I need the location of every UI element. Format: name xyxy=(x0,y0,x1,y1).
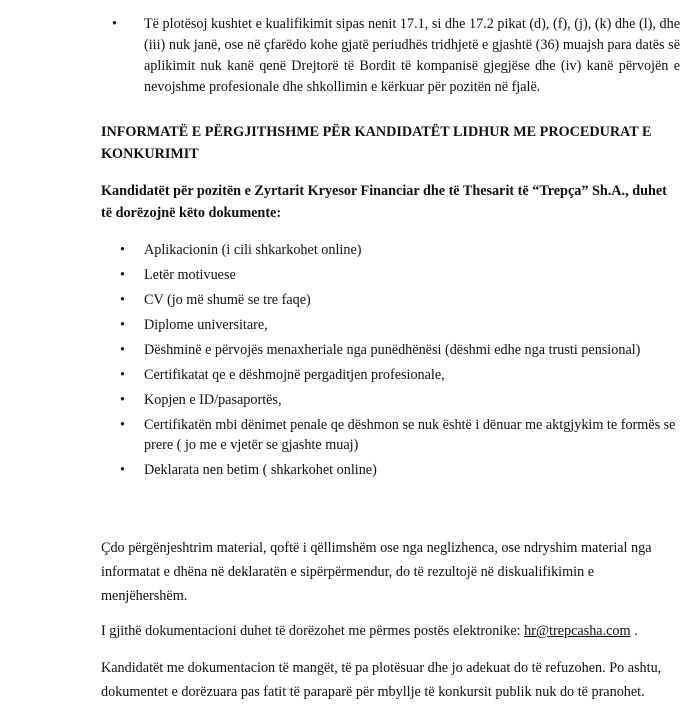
bullet-icon: • xyxy=(120,367,125,383)
list-item: • Letër motivuese xyxy=(120,267,236,283)
submission-end: . xyxy=(630,623,638,639)
list-item: • Dëshminë e përvojës menaxheriale nga punëdhënësi (dëshmi edhe nga trusti pensional) xyxy=(120,342,641,358)
documents-list xyxy=(120,240,680,485)
submission-paragraph xyxy=(101,619,663,643)
eligibility-bullet xyxy=(112,14,680,98)
bullet-icon: • xyxy=(120,462,125,478)
list-item: • CV (jo më shumë se tre faqe) xyxy=(120,292,311,308)
list-item: • Diplome universitare, xyxy=(120,317,268,333)
bullet-icon: • xyxy=(120,342,125,358)
bullet-icon: • xyxy=(112,16,117,32)
list-item: • Kopjen e ID/pasaportës, xyxy=(120,392,282,408)
disqualification-paragraph: Çdo përgënjeshtrim material, qoftë i qëllimshëm ose nga neglizhenca, ose ndryshim material nga informatat e dhëna në deklaratën e sipërpërmendur, do të rezultojë në diskualifikimin e menjëhershëm. xyxy=(101,540,652,604)
bullet-icon: • xyxy=(120,242,125,258)
bullet-icon: • xyxy=(120,417,125,433)
list-item: • Aplikacionin (i cili shkarkohet online) xyxy=(120,242,362,258)
rejection-paragraph: Kandidatët me dokumentacion të mangët, të pa plotësuar dhe jo adekuat do të refuzohen. Po ashtu, dokumentet e dorëzuara pas fatit të paraparë për mbyllje të konkursit publik nuk do të pranohet. xyxy=(101,660,662,700)
list-item: • Certifikatën mbi dënimet penale qe dëshmon se nuk është i dënuar me aktgjykim te formës se prere ( jo me e vjetër se gjashte muaj) xyxy=(120,417,676,453)
bullet-icon: • xyxy=(120,292,125,308)
list-item: • Certifikatat qe e dëshmojnë pergaditjen profesionale, xyxy=(120,367,445,383)
bullet-icon: • xyxy=(120,392,125,408)
submission-text: I gjithë dokumentacioni duhet të dorëzohet me përmes postës elektronike: xyxy=(101,623,525,639)
documents-intro: Kandidatët për pozitën e Zyrtarit Kryesor Financiar dhe të Thesarit të “Trepça” Sh.A., duhet të dorëzojnë këto dokumente: xyxy=(101,183,667,221)
bullet-icon: • xyxy=(120,267,125,283)
bullet-icon: • xyxy=(120,317,125,333)
eligibility-text: Të plotësoj kushtet e kualifikimit sipas nenit 17.1, si dhe 17.2 pikat (d), (f), (j), (k) dhe (l), dhe (iii) nuk janë, ose në çfarëdo kohe gjatë periudhës tridhjetë e gjashtë (36) muajsh para datës së aplikimit nuk kanë qenë Drejtorë të Bordit të kompanisë gjegjëse dhe (iv) kanë përvojën e nevojshme profesionale dhe shkollimin e kërkuar për pozitën në fjalë. xyxy=(144,16,680,95)
list-item: • Deklarata nen betim ( shkarkohet online) xyxy=(120,462,377,478)
email-link[interactable]: hr@trepcasha.com xyxy=(524,623,631,639)
section-heading: INFORMATË E PËRGJITHSHME PËR KANDIDATËT LIDHUR ME PROCEDURAT E KONKURIMIT xyxy=(101,124,652,162)
